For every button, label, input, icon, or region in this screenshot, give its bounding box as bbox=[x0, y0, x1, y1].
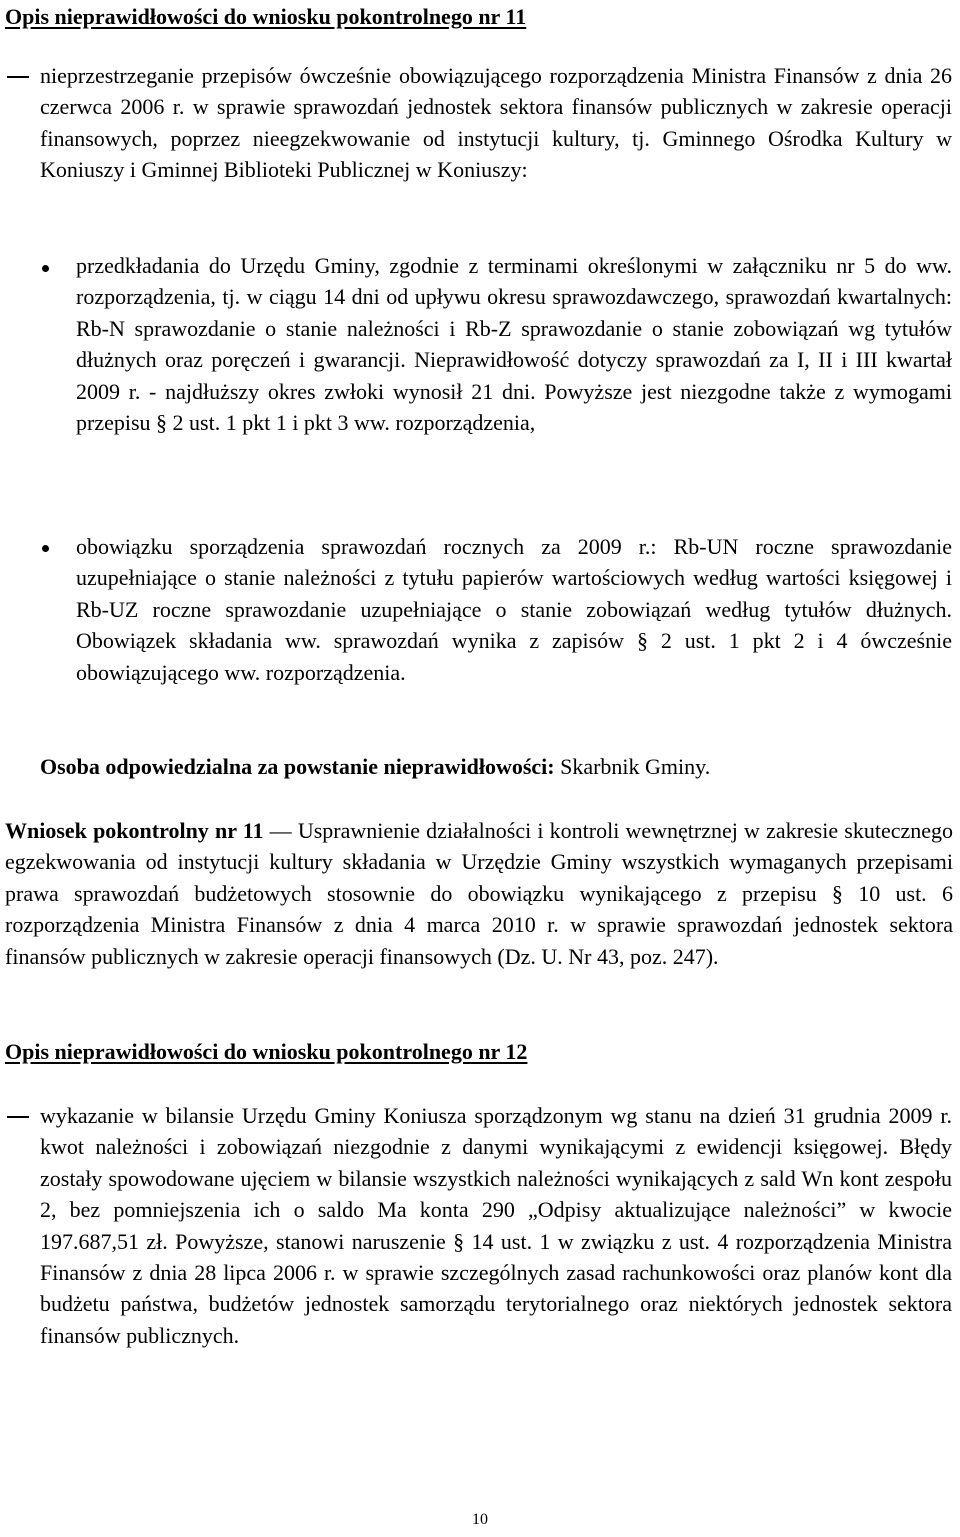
responsible-value: Skarbnik Gminy. bbox=[554, 754, 711, 779]
bullet-item-1: przedkładania do Urzędu Gminy, zgodnie z terminami określonymi w załączniku nr 5 do ww. rozporządzenia, tj. w ciągu 14 dni od upływu okresu sprawozdawczego, sprawozdań kwartalnych: Rb-N sprawozdanie o stanie należności i Rb-Z sprawozdanie o stanie zobowiązań wg tytułów dłużnych oraz poręczeń i gwarancji. Nieprawidłowość dotyczy sprawozdań za I, II i III kwartał 2009 r. - najdłuższy okres zwłoki wynosił 21 dni. Powyższe jest niezgodne także z wymogami przepisu § 2 ust. 1 pkt 1 i pkt 3 ww. rozporządzenia, bbox=[76, 253, 952, 436]
recommendation-dash: — bbox=[263, 818, 298, 843]
bullet-marker bbox=[42, 265, 49, 272]
dash-marker bbox=[7, 1116, 29, 1118]
dash-marker bbox=[7, 76, 29, 78]
dash-item-11: nieprzestrzeganie przepisów ówcześnie obowiązującego rozporządzenia Ministra Finansów z dnia 26 czerwca 2006 r. w sprawie sprawozdań jednostek sektora finansów publicznych w zakresie operacji finansowych, poprzez nieegzekwowanie od instytucji kultury, tj. Gminnego Ośrodka Kultury w Koniuszy i Gminnej Biblioteki Publicznej w Koniuszy: bbox=[40, 63, 952, 183]
recommendation-paragraph bbox=[5, 815, 953, 972]
recommendation-text: Usprawnienie działalności i kontroli wewnętrznej w zakresie skutecznego egzekwowania od instytucji kultury składania w Urzędzie Gminy wszystkich wymaganych przepisami prawa sprawozdań budżetowych stosownie do obowiązku wynikającego z przepisu § 10 ust. 6 rozporządzenia Ministra Finansów z dnia 4 marca 2010 r. w sprawie sprawozdań jednostek sektora finansów publicznych w zakresie operacji finansowych (Dz. U. Nr 43, poz. 247). bbox=[5, 818, 954, 969]
section-heading-11: Opis nieprawidłowości do wniosku pokontrolnego nr 11 bbox=[5, 4, 527, 29]
bullet-item-2: obowiązku sporządzenia sprawozdań rocznych za 2009 r.: Rb-UN roczne sprawozdanie uzupełniające o stanie należności z tytułu papierów wartościowych według wartości księgowej i Rb-UZ roczne sprawozdanie uzupełniające o stanie zobowiązań według tytułów dłużnych. Obowiązek składania ww. sprawozdań wynika z zapisów § 2 ust. 1 pkt 2 i 4 ówcześnie obowiązującego ww. rozporządzenia. bbox=[76, 534, 952, 685]
responsible-label: Osoba odpowiedzialna za powstanie nieprawidłowości: bbox=[40, 754, 555, 779]
dash-item-12: wykazanie w bilansie Urzędu Gminy Koniusza sporządzonym wg stanu na dzień 31 grudnia 2009 r. kwot należności i zobowiązań niezgodnie z danymi wynikającymi z ewidencji księgowej. Błędy zostały spowodowane ujęciem w bilansie wszystkich należności wynikających z sald Wn kont zespołu 2, bez pomniejszenia ich o saldo Ma konta 290 „Odpisy aktualizujące należności” w kwocie 197.687,51 zł. Powyższe, stanowi naruszenie § 14 ust. 1 w związku z ust. 4 rozporządzenia Ministra Finansów z dnia 28 lipca 2006 r. w sprawie szczególnych zasad rachunkowości oraz planów kont dla budżetu państwa, budżetów jednostek samorządu terytorialnego oraz niektórych jednostek sektora finansów publicznych. bbox=[40, 1103, 952, 1348]
section-heading-12: Opis nieprawidłowości do wniosku pokontrolnego nr 12 bbox=[5, 1039, 528, 1064]
recommendation-label: Wniosek pokontrolny nr 11 bbox=[5, 818, 264, 843]
bullet-marker bbox=[42, 545, 49, 552]
page-number: 10 bbox=[472, 1511, 488, 1528]
responsible-person bbox=[40, 751, 710, 782]
